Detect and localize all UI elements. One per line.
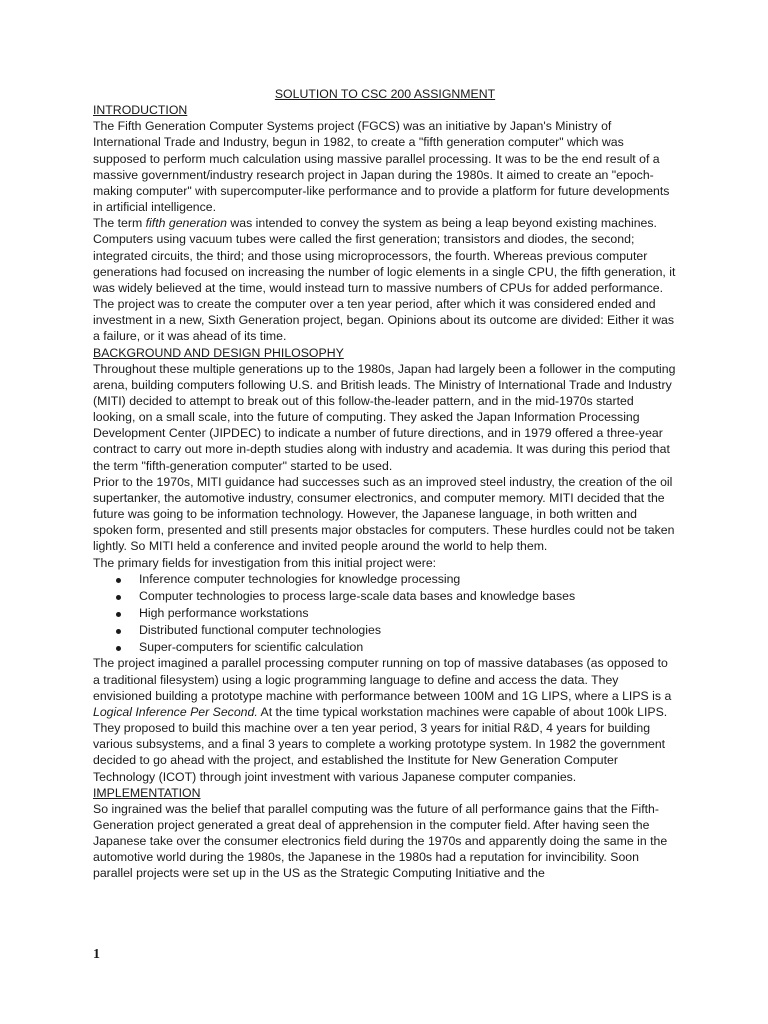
list-item-text: Super-computers for scientific calculation [139, 639, 364, 654]
intro-paragraph-2 [93, 215, 677, 296]
list-item [93, 588, 677, 604]
intro-p2-emphasis: fifth generation [145, 216, 227, 231]
background-p4-emphasis: Logical Inference Per Second. [93, 704, 258, 719]
list-item-text: Distributed functional computer technologies [139, 622, 381, 637]
bullet-icon [116, 629, 121, 634]
intro-p2-text-b: was intended to convey the system as being a leap beyond existing machines. Computers using vacuum tubes were called the first generation; transistors and diodes, the second; integrated circuits, the third; and those using microprocessors, the fourth. Whereas previous computer generations had focused on increasing the number of logic elements in a single CPU, the fifth generation, it was widely believed at the time, would instead turn to massive numbers of CPUs for added performance. [93, 216, 676, 295]
background-paragraph-3: The primary fields for investigation from this initial project were: [93, 555, 437, 570]
intro-paragraph-3: The project was to create the computer over a ten year period, after which it was considered ended and investment in a new, Sixth Generation project, began. Opinions about its outcome are divided: Either it was a failure, or it was ahead of its time. [93, 297, 675, 344]
background-p4-text-b: At the time typical workstation machines were capable of about 100k LIPS. They proposed to build this machine over a ten year period, 3 years for initial R&D, 4 years for building various subsystems, and a final 3 years to complete a working prototype system. In 1982 the government decided to go ahead with the project, and established the Institute for New Generation Computer Technology (ICOT) through joint investment with various Japanese computer companies. [93, 704, 668, 784]
list-item-text: Inference computer technologies for knowledge processing [139, 571, 461, 586]
document-page [93, 86, 677, 882]
bullet-icon [116, 595, 121, 600]
bullet-icon [116, 578, 121, 583]
page-number: 1 [93, 947, 100, 962]
list-item-text: High performance workstations [139, 605, 309, 620]
bullet-icon [116, 612, 121, 617]
list-item [93, 639, 677, 655]
background-p4-text-a: The project imagined a parallel processing computer running on top of massive databases (as opposed to a traditional filesystem) using a logic programming language to define and access the data. They envisioned building a prototype machine with performance between 100M and 1G LIPS, where a LIPS is a [93, 656, 672, 703]
background-paragraph-1: Throughout these multiple generations up to the 1980s, Japan had largely been a follower in the computing arena, building computers following U.S. and British leads. The Ministry of International Trade and Industry (MITI) decided to attempt to break out of this follow-the-leader pattern, and in the mid-1970s started looking, on a small scale, into the future of computing. They asked the Japan Information Processing Development Center (JIPDEC) to indicate a number of future directions, and in 1979 offered a three-year contract to carry out more in-depth studies along with industry and academia. It was during this period that the term "fifth-generation computer" started to be used. [93, 361, 676, 473]
document-title: SOLUTION TO CSC 200 ASSIGNMENT [274, 87, 496, 101]
intro-paragraph-1: The Fifth Generation Computer Systems project (FGCS) was an initiative by Japan's Ministry of International Trade and Industry, begun in 1982, to create a "fifth generation computer" which was supposed to perform much calculation using massive parallel processing. It was to be the end result of a massive government/industry research project in Japan during the 1980s. It aimed to create an "epoch-making computer" with supercomputer-like performance and to provide a platform for future developments in artificial intelligence. [93, 119, 670, 215]
background-paragraph-4 [93, 655, 677, 784]
bullet-icon [116, 646, 121, 651]
heading-background: BACKGROUND AND DESIGN PHILOSOPHY [93, 345, 344, 360]
background-paragraph-2: Prior to the 1970s, MITI guidance had successes such as an improved steel industry, the creation of the oil supertanker, the automotive industry, consumer electronics, and computer memory. MITI decided that the future was going to be information technology. However, the Japanese language, in both written and spoken form, presented and still presents major obstacles for computers. These hurdles could not be taken lightly. So MITI held a conference and invited people around the world to help them. [93, 474, 675, 554]
list-item [93, 605, 677, 621]
list-item [93, 571, 677, 587]
intro-p2-text-a: The term [93, 216, 146, 231]
heading-introduction: INTRODUCTION [93, 103, 188, 118]
heading-implementation: IMPLEMENTATION [93, 785, 201, 800]
list-item [93, 622, 677, 638]
implementation-paragraph-1: So ingrained was the belief that parallel computing was the future of all performance gains that the Fifth-Generation project generated a great deal of apprehension in the computer field. After having seen the Japanese take over the consumer electronics field during the 1970s and apparently doing the same in the automotive world during the 1980s, the Japanese in the 1980s had a reputation for invincibility. Soon parallel projects were set up in the US as the Strategic Computing Initiative and the [93, 801, 668, 881]
list-item-text: Computer technologies to process large-scale data bases and knowledge bases [139, 588, 576, 603]
fields-bullet-list [93, 571, 677, 655]
